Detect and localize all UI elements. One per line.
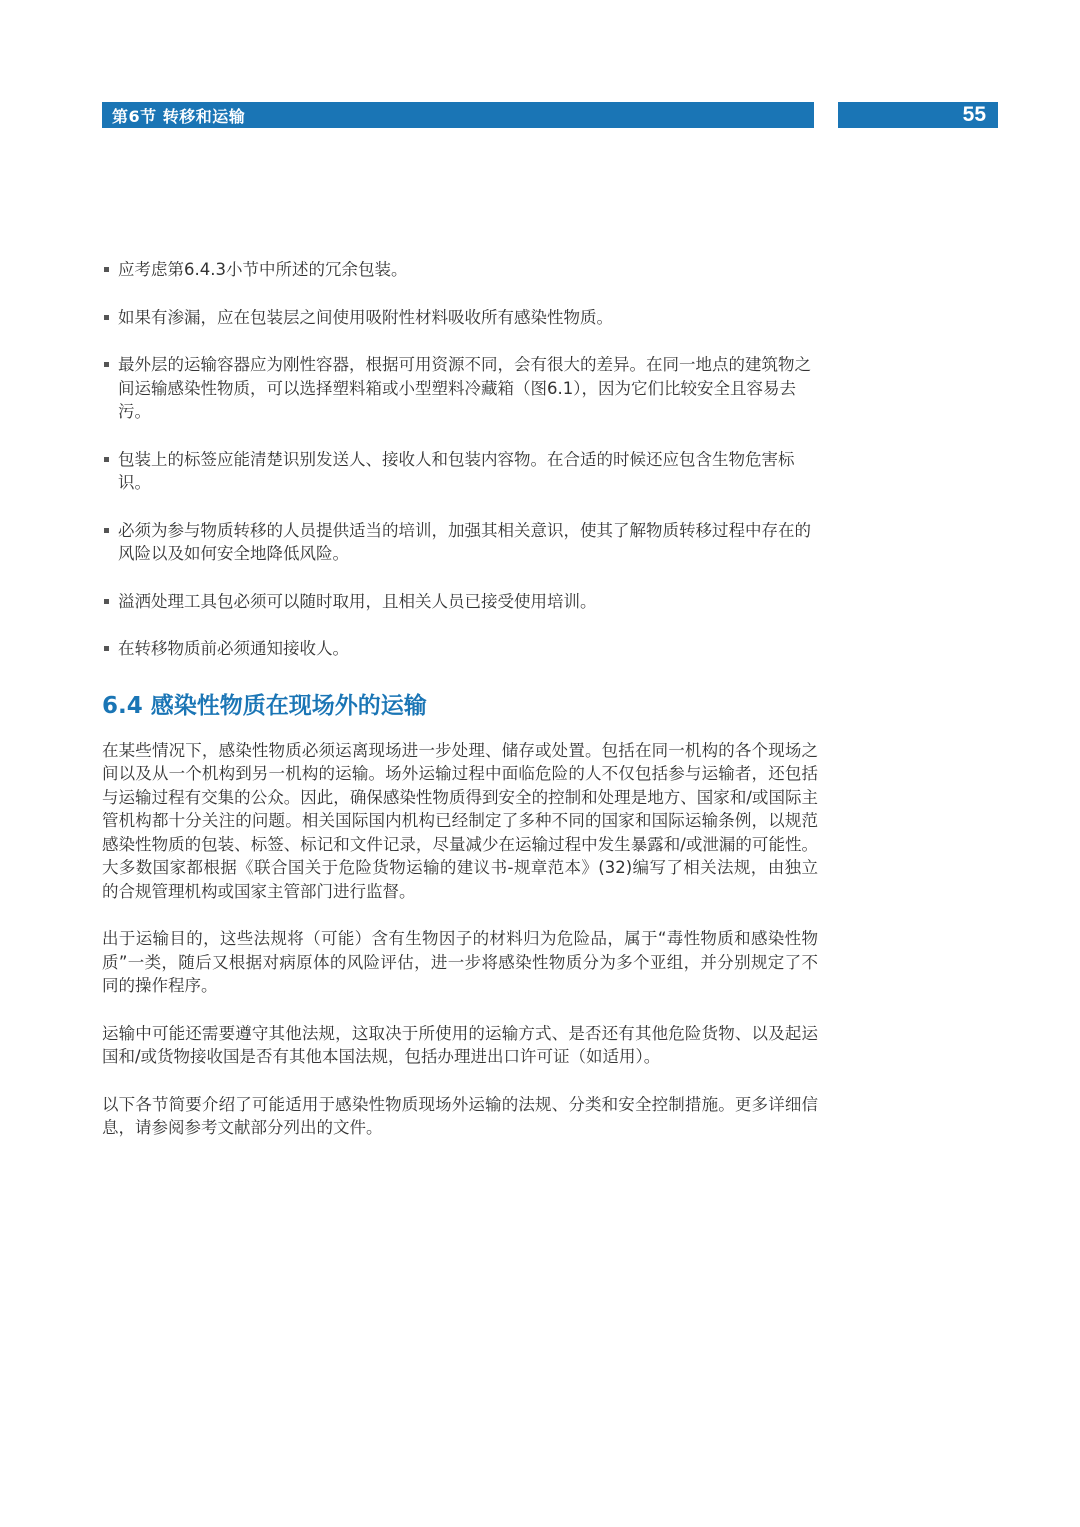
list-item-text: 包装上的标签应能清楚识别发送人、接收人和包装内容物。在合适的时候还应包含生物危害标识。 [118, 449, 795, 492]
bullet-square-icon [104, 646, 109, 651]
section-header-bar [102, 102, 814, 128]
list-item-text: 应考虑第6.4.3小节中所述的冗余包装。 [118, 260, 408, 279]
bullet-square-icon [104, 528, 109, 533]
list-item-text: 溢洒处理工具包必须可以随时取用，且相关人员已接受使用培训。 [118, 591, 597, 611]
page-number-box [838, 102, 998, 128]
list-item [102, 448, 818, 495]
page-number: 55 [962, 103, 986, 126]
bullet-square-icon [104, 267, 109, 272]
list-item [102, 590, 818, 614]
bullet-square-icon [104, 362, 109, 367]
section-title: 第6节 转移和运输 [112, 106, 246, 126]
list-item [102, 353, 818, 424]
list-item-text: 必须为参与物质转移的人员提供适当的培训，加强其相关意识，使其了解物质转移过程中存在的风险以及如何安全地降低风险。 [118, 520, 811, 563]
bullet-list [102, 258, 818, 661]
bullet-square-icon [104, 315, 109, 320]
list-item-text: 最外层的运输容器应为刚性容器，根据可用资源不同，会有很大的差异。在同一地点的建筑物之间运输感染性物质，可以选择塑料箱或小型塑料冷藏箱（图6.1），因为它们比较安全且容易去污。 [118, 355, 811, 421]
body-paragraph: 出于运输目的，这些法规将（可能）含有生物因子的材料归为危险品，属于“毒性物质和感染性物质”一类，随后又根据对病原体的风险评估，进一步将感染性物质分为多个亚组，并分别规定了不同的操作程序。 [102, 929, 818, 995]
page-content [102, 258, 818, 1164]
list-item [102, 258, 818, 282]
list-item-text: 在转移物质前必须通知接收人。 [118, 639, 349, 658]
bullet-square-icon [104, 599, 109, 604]
body-paragraph: 以下各节简要介绍了可能适用于感染性物质现场外运输的法规、分类和安全控制措施。更多详细信息，请参阅参考文献部分列出的文件。 [102, 1094, 818, 1137]
list-item [102, 306, 818, 330]
body-paragraph: 运输中可能还需要遵守其他法规，这取决于所使用的运输方式、是否还有其他危险货物、以及起运国和/或货物接收国是否有其他本国法规，包括办理进出口许可证（如适用）。 [102, 1023, 818, 1066]
body-paragraph: 在某些情况下，感染性物质必须运离现场进一步处理、储存或处置。包括在同一机构的各个现场之间以及从一个机构到另一机构的运输。场外运输过程中面临危险的人不仅包括参与运输者，还包括与运输过程有交集的公众。因此，确保感染性物质得到安全的控制和处理是地方、国家和/或国际主管机构都十分关注的问题。相关国际国内机构已经制定了多种不同的国家和国际运输条例，以规范感染性物质的包装、标签、标记和文件记录，尽量减少在运输过程中发生暴露和/或泄漏的可能性。大多数国家都根据《联合国关于危险货物运输的建议书-规章范本》(32)编写了相关法规，由独立的合规管理机构或国家主管部门进行监督。 [102, 740, 818, 901]
list-item-text: 如果有渗漏，应在包装层之间使用吸附性材料吸收所有感染性物质。 [118, 307, 613, 327]
list-item [102, 519, 818, 566]
section-heading: 6.4 感染性物质在现场外的运输 [102, 692, 427, 719]
bullet-square-icon [104, 457, 109, 462]
list-item [102, 637, 818, 661]
